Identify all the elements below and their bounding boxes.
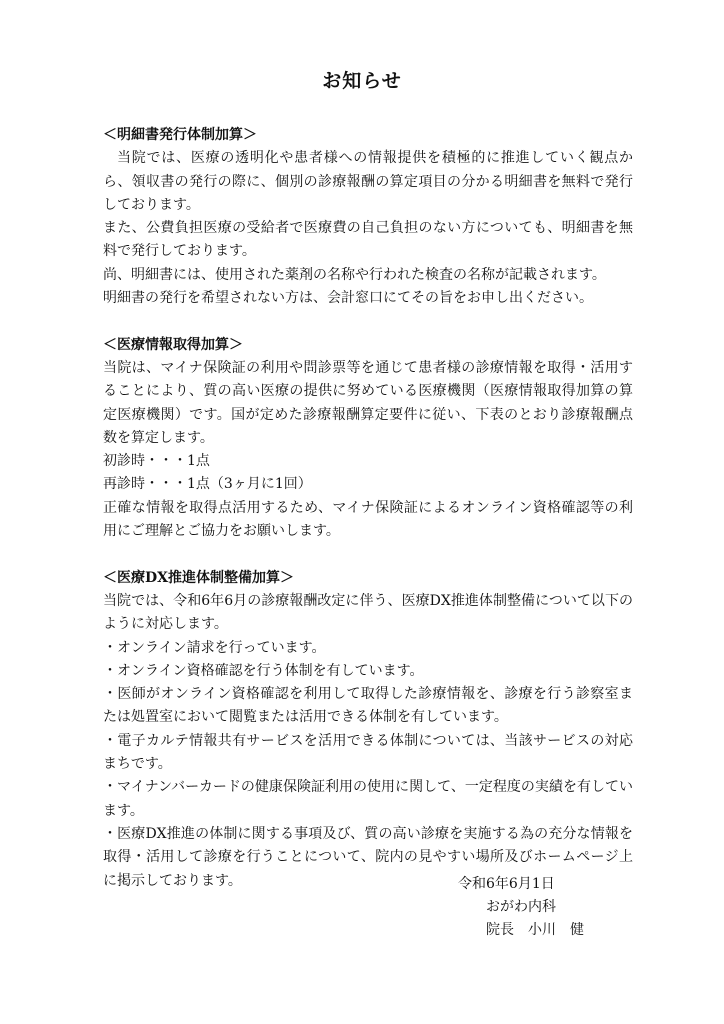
paragraph: 明細書の発行を希望されない方は、会計窓口にてその旨をお申し出ください。 bbox=[103, 290, 593, 307]
notice-body bbox=[103, 124, 633, 916]
paragraph: 再診時・・・1点（3ヶ月に1回） bbox=[103, 476, 312, 493]
bullet-item: ・オンライン資格確認を行う体制を有しています。 bbox=[103, 662, 424, 679]
signature-block bbox=[458, 873, 584, 942]
bullet-item: ・医療DX推進の体制に関する事項及び、質の高い診療を実施する為の充分な情報を取得・活用して診療を行うことについて、院内の見やすい場所及びホームページ上に掲示しております。 bbox=[103, 825, 633, 889]
paragraph: また、公費負担医療の受給者で医療費の自己負担のない方についても、明細書を無料で発行しております。 bbox=[103, 220, 633, 260]
bullet-item: ・マイナンバーカードの健康保険証利用の使用に関して、一定程度の実績を有しています。 bbox=[103, 779, 633, 819]
paragraph: 正確な情報を取得点活用するため、マイナ保険証によるオンライン資格確認等の利用にご理解とご協力をお願いします。 bbox=[103, 499, 633, 540]
section-itemized-statement bbox=[103, 124, 633, 310]
page-title: お知らせ bbox=[322, 70, 402, 92]
paragraph: 当院では、医療の透明化や患者様への情報提供を積極的に推進していく観点から、領収書の発行の際に、個別の診療報酬の算定項目の分かる明細書を無料で発行しております。 bbox=[103, 150, 633, 213]
paragraph: 当院では、令和6年6月の診療報酬改定に伴う、医療DX推進体制整備について以下のように対応します。 bbox=[103, 592, 633, 633]
bullet-item: ・電子カルテ情報共有サービスを活用できる体制については、当該サービスの対応まちです。 bbox=[103, 732, 633, 773]
signature-director: 院長 小川 健 bbox=[486, 922, 584, 938]
bullet-item: ・オンライン請求を行っています。 bbox=[103, 639, 326, 656]
signature-date: 令和6年6月1日 bbox=[458, 876, 555, 892]
section-heading: ＜明細書発行体制加算＞ bbox=[103, 127, 257, 143]
bullet-item: ・医師がオンライン資格確認を利用して取得した診療情報を、診療を行う診察室または処置室において閲覧または活用できる体制を有しています。 bbox=[103, 686, 633, 726]
section-heading: ＜医療DX推進体制整備加算＞ bbox=[103, 569, 295, 586]
paragraph: 初診時・・・1点 bbox=[103, 453, 210, 470]
signature-clinic: おがわ内科 bbox=[486, 899, 556, 915]
section-heading: ＜医療情報取得加算＞ bbox=[103, 336, 243, 353]
section-medical-dx bbox=[103, 567, 633, 893]
section-medical-info-acquisition bbox=[103, 334, 633, 544]
paragraph: 当院は、マイナ保険証の利用や問診票等を通じて患者様の診療情報を取得・活用することにより、質の高い医療の提供に努めている医療機関（医療情報取得加算の算定医療機関）です。国が定めた診療報酬算定要件に従い、下表のとおり診療報酬点数を算定します。 bbox=[103, 359, 633, 446]
paragraph: 尚、明細書には、使用された薬剤の名称や行われた検査の名称が記載されます。 bbox=[103, 266, 606, 283]
